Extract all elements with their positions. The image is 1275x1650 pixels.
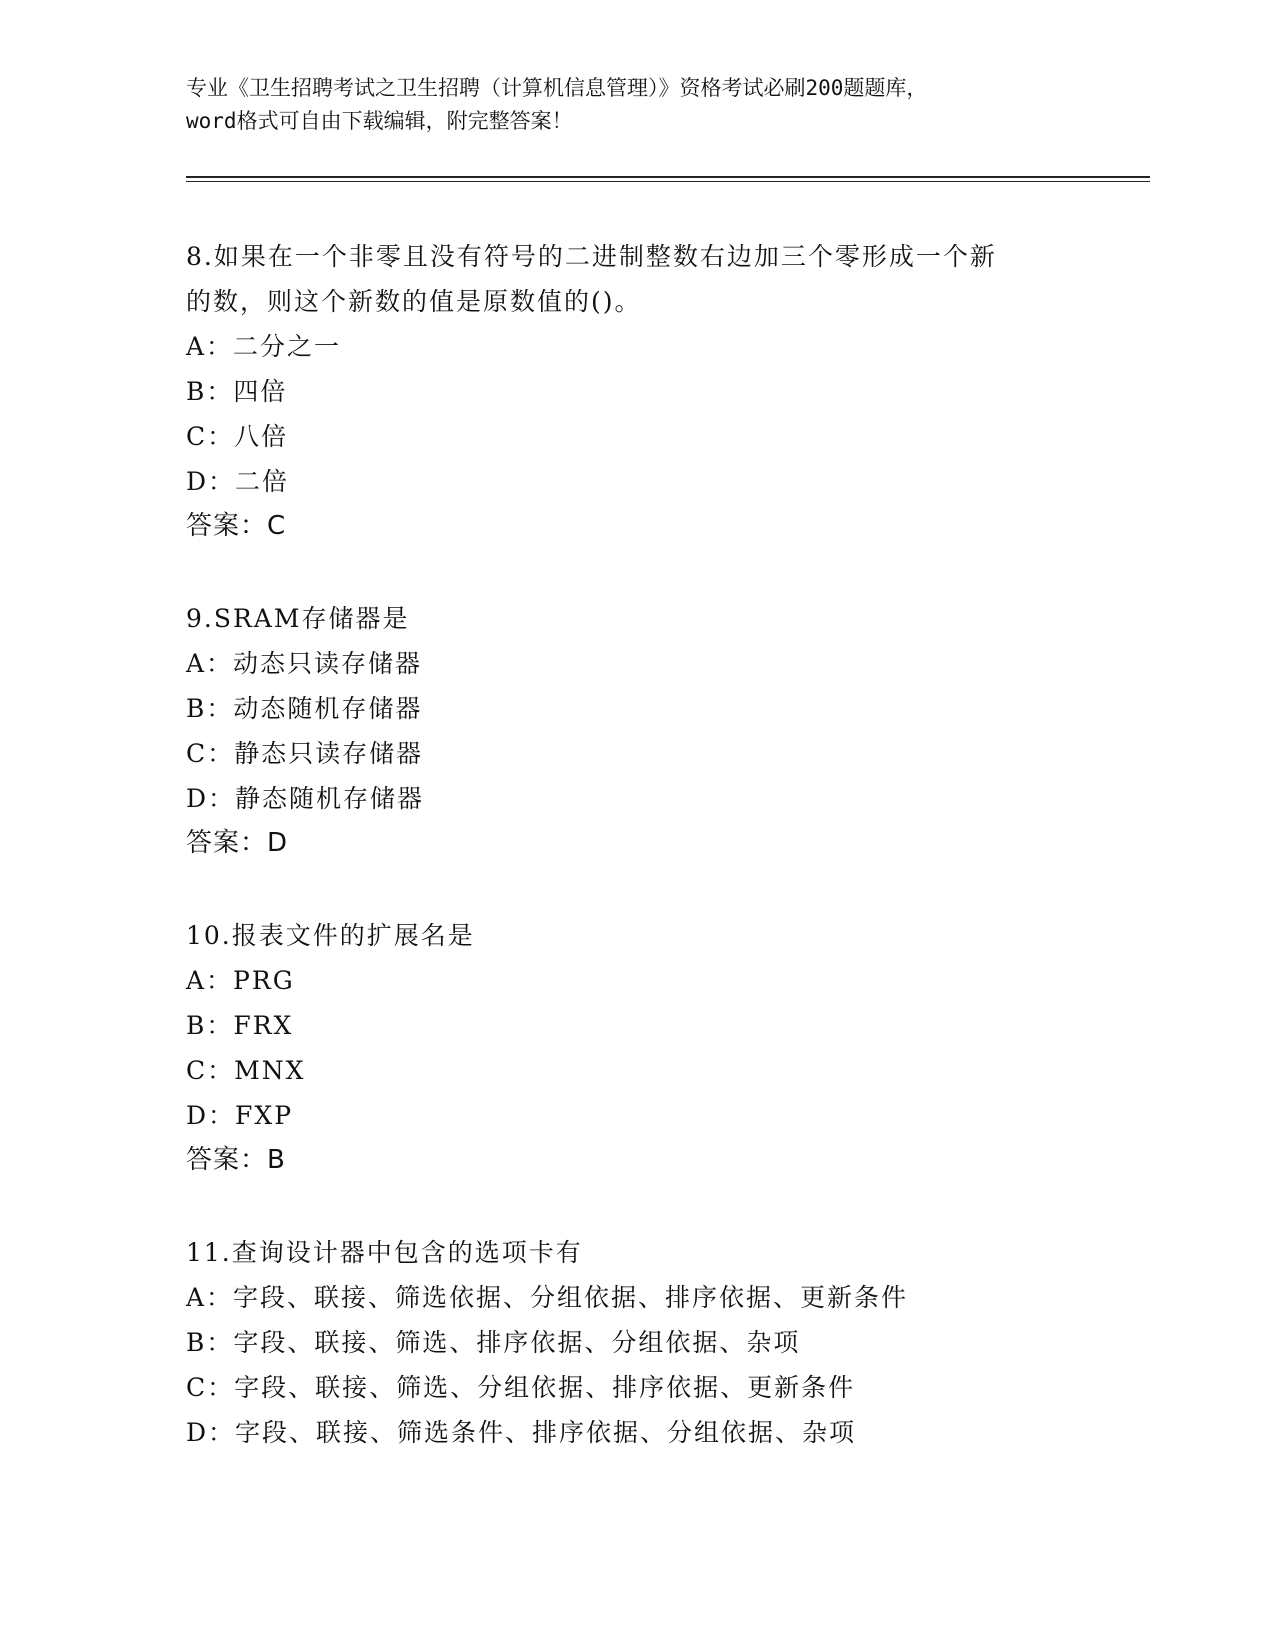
option-b: B：字段、联接、筛选、排序依据、分组依据、杂项 [186, 1328, 801, 1357]
question-11 [186, 1230, 1086, 1455]
option-d: D：字段、联接、筛选条件、排序依据、分组依据、杂项 [186, 1418, 857, 1447]
option-a: A：二分之一 [186, 332, 342, 361]
question-stem: 11.查询设计器中包含的选项卡有 [186, 1238, 583, 1267]
header-divider-thin [186, 181, 1150, 182]
option-a: A：PRG [186, 966, 295, 995]
question-stem: 10.报表文件的扩展名是 [186, 921, 475, 950]
question-stem: 8.如果在一个非零且没有符号的二进制整数右边加三个零形成一个新 [186, 242, 997, 271]
question-stem-continued: 的数，则这个新数的值是原数值的()。 [186, 287, 642, 316]
question-stem: 9.SRAM存储器是 [186, 604, 410, 633]
option-c: C：静态只读存储器 [186, 739, 424, 768]
option-d: D：静态随机存储器 [186, 784, 425, 813]
header-divider-thick [186, 176, 1150, 178]
option-b: B：动态随机存储器 [186, 694, 423, 723]
header-line-2: word格式可自由下载编辑，附完整答案！ [186, 109, 573, 133]
answer: 答案：B [186, 1145, 286, 1175]
question-10 [186, 913, 1086, 1183]
option-c: C：MNX [186, 1056, 306, 1085]
option-d: D：FXP [186, 1101, 294, 1130]
document-header [186, 72, 1086, 138]
option-c: C：八倍 [186, 422, 289, 451]
question-list [186, 234, 1086, 1502]
answer: 答案：C [186, 511, 287, 541]
option-b: B：FRX [186, 1011, 294, 1040]
question-8 [186, 234, 1086, 549]
option-a: A：字段、联接、筛选依据、分组依据、排序依据、更新条件 [186, 1283, 909, 1312]
option-b: B：四倍 [186, 377, 288, 406]
option-a: A：动态只读存储器 [186, 649, 423, 678]
option-c: C：字段、联接、筛选、分组依据、排序依据、更新条件 [186, 1373, 856, 1402]
question-9 [186, 596, 1086, 866]
header-line-1: 专业《卫生招聘考试之卫生招聘（计算机信息管理）》资格考试必刷200题题库， [186, 76, 928, 100]
answer: 答案：D [186, 828, 289, 858]
option-d: D：二倍 [186, 467, 290, 496]
